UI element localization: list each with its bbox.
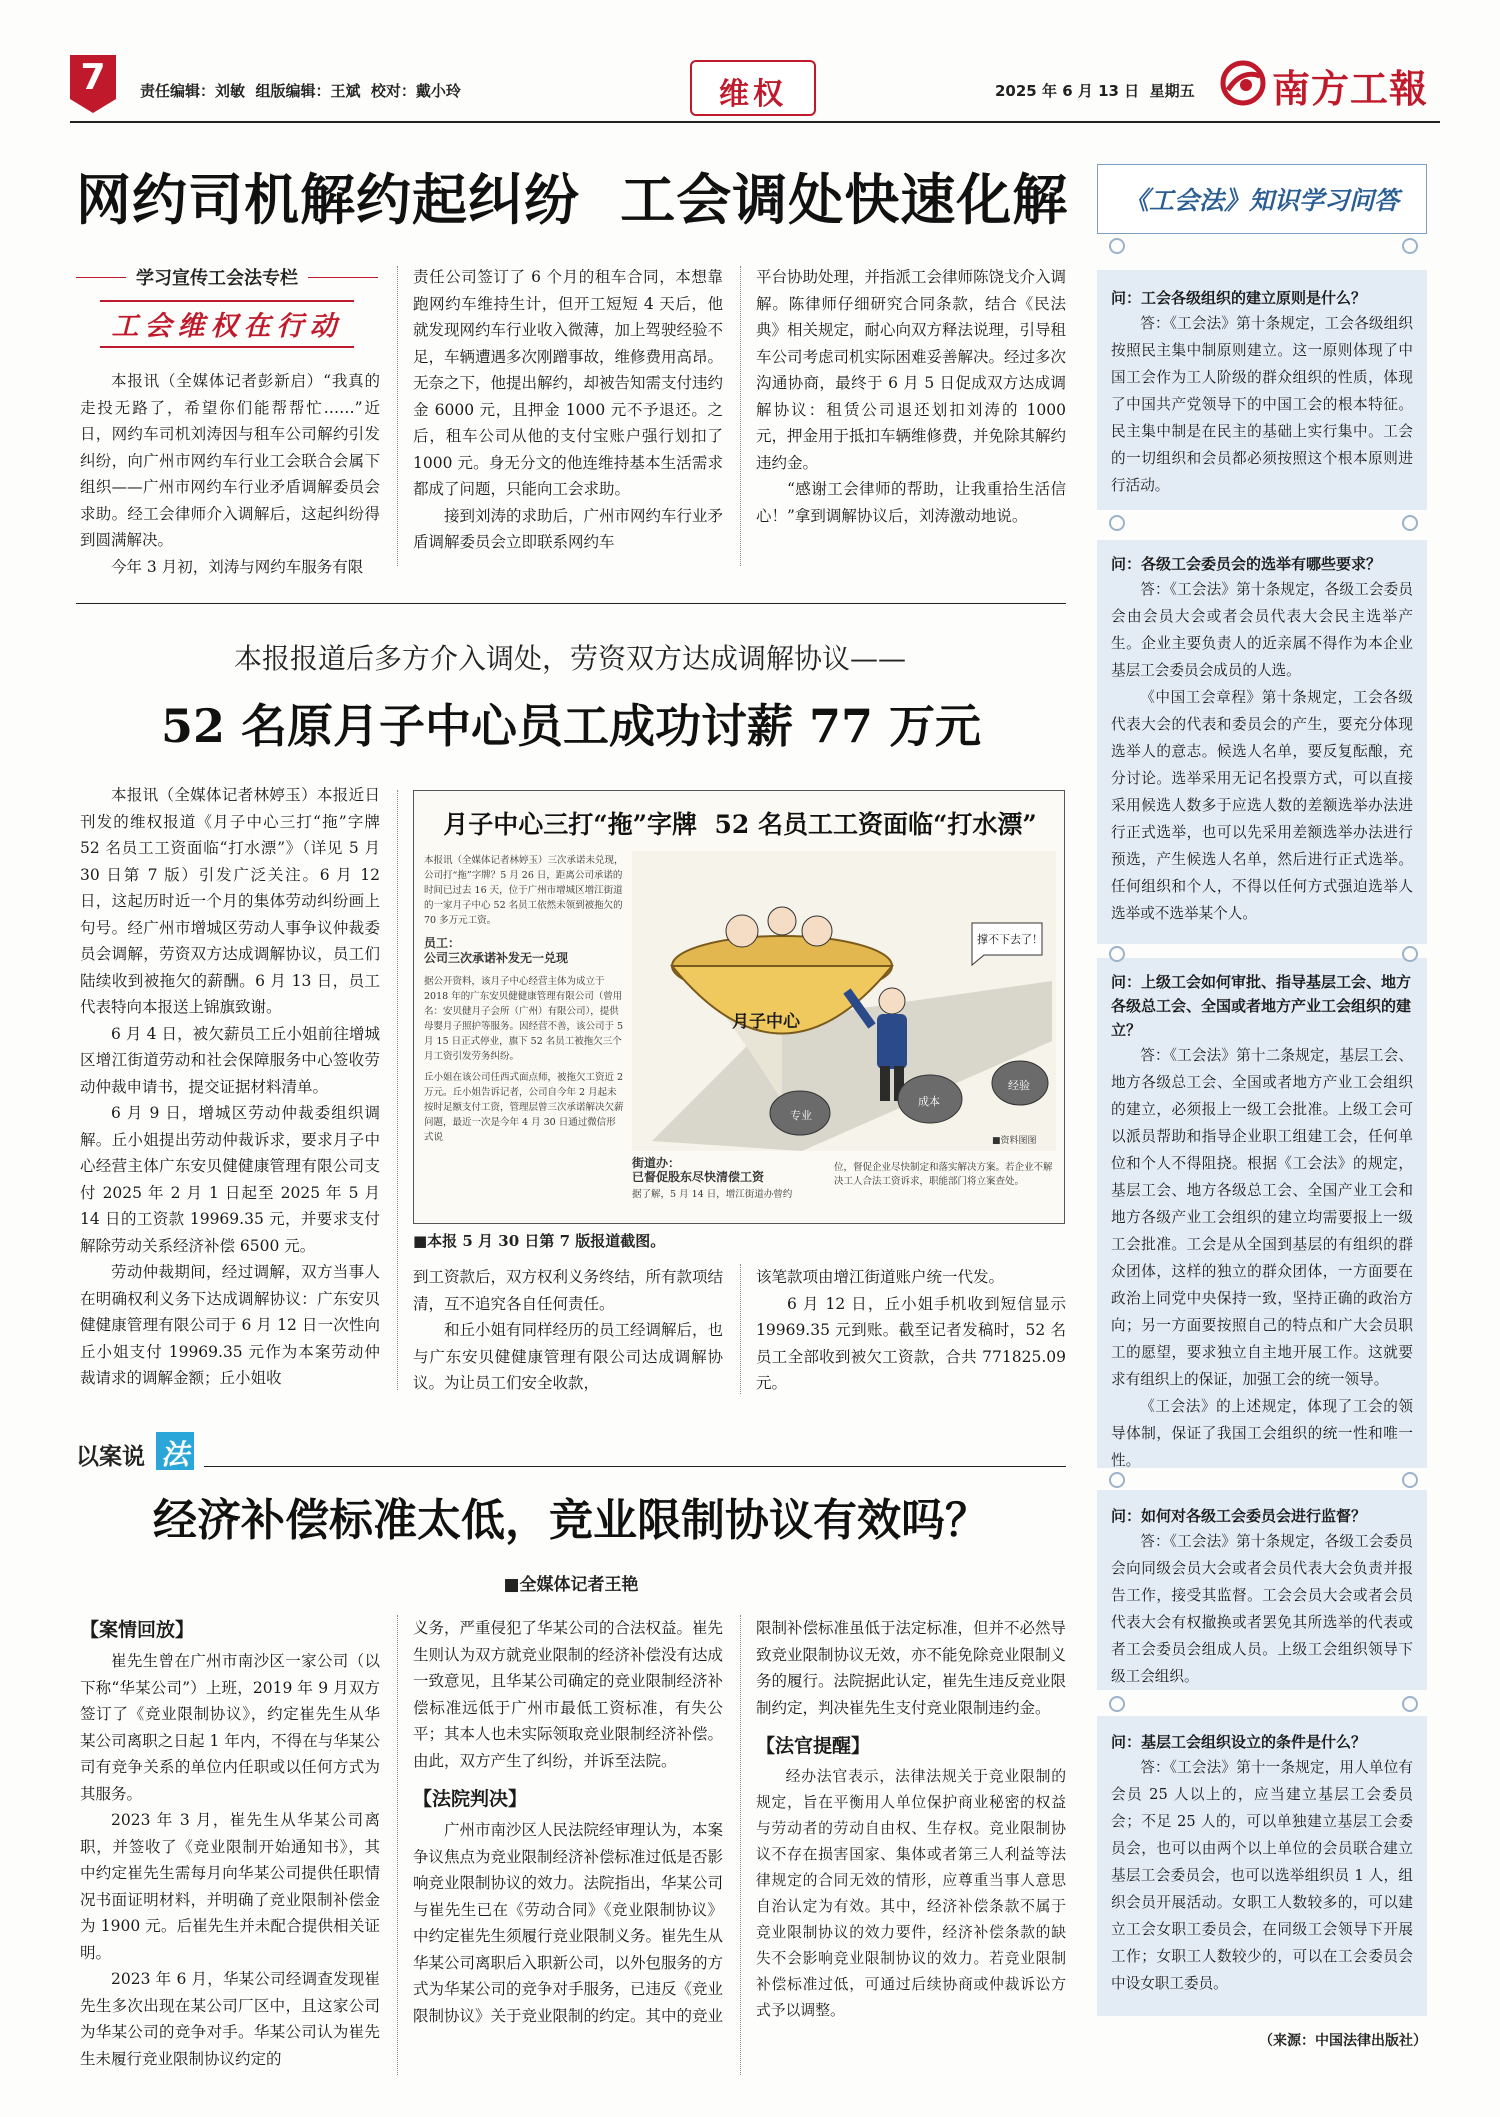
clipping-title: 月子中心三打“拖”字牌 52 名员工工资面临“打水漂” xyxy=(443,810,1037,839)
cartoon-drawing xyxy=(632,851,1056,1151)
article2-kicker: 本报报道后多方介入调处，劳资双方达成调解协议—— xyxy=(233,642,906,675)
paragraph: 本报讯（全媒体记者彭新启）“我真的走投无路了，希望你们能帮帮忙……”近日，网约车司机刘涛因与租车公司解约引发纠纷，向广州市网约车行业工会联合会属下组织——广州市网约车行业矛盾调解委员会求助。经工会律师介入调解后，这起纠纷得到圆满解决。 xyxy=(80,372,380,549)
column-divider xyxy=(740,266,741,566)
column-divider xyxy=(397,790,398,1390)
paragraph: 本报讯（全媒体记者林婷玉）本报近日刊发的维权报道《月子中心三打“拖”字牌 52 名员工工资面临“打水漂”》（详见 5 月 30 日第 7 版）引发广泛关注。6 月 12 日，这起历时近一个月的集体劳动纠纷画上句号。经广州市增城区劳动人事争议仲裁委员会调解，劳资双方达成调解协议，员工们陆续收到被拖欠的薪酬。6 月 13 日，员工代表特向本报送上锦旗致谢。 xyxy=(80,786,380,1016)
column-divider xyxy=(740,1615,741,2075)
issue-date: 2025 年 6 月 13 日 星期五 xyxy=(995,82,1195,100)
qa-answer-paragraph: 答：《工会法》第十条规定，各级工会委员会向同级会员大会或者会员代表大会负责并报告工作，接受其监督。工会会员大会或者会员代表大会有权撤换或者罢免其所选举的代表或者工会委员会组成人员。上级工会组织领导下级工会组织。 xyxy=(1111,1533,1413,1685)
clipping-text-left xyxy=(424,853,624,1145)
qa-question: 问：各级工会委员会的选举有哪些要求？ xyxy=(1111,555,1382,573)
article1-headline: 网约司机解约起纠纷 工会调处快速化解 xyxy=(76,167,1069,232)
qa-card xyxy=(1097,1716,1427,2016)
binder-ring-icon xyxy=(1109,1696,1125,1712)
article3-byline: ■全媒体记者王艳 xyxy=(503,1575,639,1595)
section-heading-ruling: 【法院判决】 xyxy=(413,1788,528,1810)
binder-ring-icon xyxy=(1402,946,1418,962)
page-number: 7 xyxy=(80,57,106,98)
paragraph: 到工资款后，双方权利义务终结，所有款项结清，互不追究各自任何责任。 xyxy=(413,1268,724,1313)
article3-column-1 xyxy=(80,1615,380,2072)
article3-column-2 xyxy=(413,1615,723,2029)
qa-answer-paragraph: 答：《工会法》第十条规定，各级工会委员会由会员大会或者会员代表大会民主选举产生。企业主要负责人的近亲属不得作为本企业基层工会委员会成员的人选。 xyxy=(1111,581,1413,679)
qa-question: 问：基层工会组织设立的条件是什么？ xyxy=(1111,1733,1367,1751)
article1-column-1 xyxy=(80,368,380,580)
binder-ring-icon xyxy=(1402,515,1418,531)
header-rule xyxy=(70,121,1440,123)
section-heading-review: 【案情回放】 xyxy=(80,1619,195,1641)
qa-answer xyxy=(1097,576,1427,927)
column-title: 工会维权在行动 xyxy=(111,311,343,342)
clipping-body: 丘小姐在该公司任西式面点师，被拖欠工资近 2 万元。丘小姐告诉记者，公司自今年 2 月起未按时足额支付工资，管理层曾三次承诺解决欠薪问题，最近一次是今年 4 月 30 日通过微信形式说 xyxy=(424,1072,624,1143)
binder-ring-icon xyxy=(1402,1696,1418,1712)
qa-answer-paragraph: 答：《工会法》第十二条规定，基层工会、地方各级总工会、全国或者地方产业工会组织的建立，必须报上一级工会批准。上级工会可以派员帮助和指导企业职工组建工会，任何单位和个人不得阻挠。根据《工会法》的规定，基层工会、地方各级总工会、全国产业工会和地方各级产业工会组织的建立均需要报上一级工会批准。工会是从全国到基层的有组织的群众团体，这样的独立的群众团体，一方面要在政治上同党中央保持一致，坚持正确的政治方向；另一方面要按照自己的特点和广大会员职工的愿望，要求独立自主地开展工作。这就要求有组织上的保证，加强工会的统一领导。 xyxy=(1111,1047,1413,1388)
editors-line: 责任编辑：刘敏 组版编辑：王斌 校对：戴小玲 xyxy=(140,82,461,100)
qa-question: 问：工会各级组织的建立原则是什么？ xyxy=(1111,289,1367,307)
rock-label: 专业 xyxy=(790,1109,812,1122)
binder-ring-icon xyxy=(1109,1472,1125,1488)
paragraph: 崔先生曾在广州市南沙区一家公司（以下称“华某公司”）上班，2019 年 9 月双方签订了《竞业限制协议》，约定崔先生从华某公司离职之日起 1 年内，不得在与华某公司有竞争关系的单位内任职或以任何方式为其服务。 xyxy=(80,1652,380,1803)
column-divider xyxy=(740,1264,741,1394)
qa-answer xyxy=(1097,1754,1427,1997)
clipping-screenshot xyxy=(413,790,1065,1224)
sidebar-source: （来源：中国法律出版社） xyxy=(1259,2033,1427,2049)
sidebar-title: 《工会法》知识学习问答 xyxy=(1123,186,1399,215)
logo-text: 南方工報 xyxy=(1272,66,1429,111)
clipping-subhead: 公司三次承诺补发无一兑现 xyxy=(424,951,569,965)
qa-answer-paragraph: 答：《工会法》第十条规定，工会各级组织按照民主集中制原则建立。这一原则体现了中国工会作为工人阶级的群众组织的性质，体现了中国共产党领导下的中国工会的根本特征。民主集中制是在民主的基础上实行集中。工会的一切组织和会员都必须按照这个根本原则进行活动。 xyxy=(1111,315,1413,494)
paragraph: 今年 3 月初，刘涛与网约车服务有限 xyxy=(111,557,364,576)
paragraph: 6 月 9 日，增城区劳动仲裁委组织调解。丘小姐提出劳动仲裁诉求，要求月子中心经营主体广东安贝健健康管理有限公司支付 2025 年 2 月 1 日起至 2025 年 5 月 14 日的工资款 19969.35 元，并要求支付解除劳动关系经济补偿 6500 元。 xyxy=(80,1104,380,1255)
paragraph: 劳动仲裁期间，经过调解，双方当事人在明确权利义务下达成调解协议：广东安贝健健康管理有限公司于 6 月 12 日一次性向丘小姐支付 19969.35 元作为本案劳动仲裁请求的调解金额；丘小姐收 xyxy=(80,1263,380,1387)
paragraph: 经办法官表示，法律法规关于竞业限制的规定，旨在平衡用人单位保护商业秘密的权益与劳动者的劳动自由权、生存权。竞业限制协议不存在损害国家、集体或者第三人利益等法律规定的合同无效的情形，应尊重当事人意思自治认定为有效。其中，经济补偿条款不属于竞业限制协议的效力要件，经济补偿条款的缺失不会影响竞业限制协议的效力。若竞业限制补偿标准过低，可通过后续协商或仲裁诉讼方式予以调整。 xyxy=(756,1768,1066,2019)
qa-card xyxy=(1097,1490,1427,1690)
qa-answer-paragraph: 《工会法》的上述规定，体现了工会的领导体制，保证了我国工会组织的统一性和唯一性。 xyxy=(1111,1398,1413,1469)
clipping-text-right xyxy=(834,1161,1056,1189)
binder-ring-icon xyxy=(1109,515,1125,531)
qa-question: 问：如何对各级工会委员会进行监督？ xyxy=(1111,1507,1367,1525)
clipping-body: 位，督促企业尽快制定和落实解决方案。若企业不解决工人合法工资诉求，职能部门将立案查处。 xyxy=(834,1162,1053,1187)
section-tag xyxy=(690,60,816,116)
cartoon-illustration xyxy=(632,851,1056,1151)
qa-card xyxy=(1097,540,1427,944)
qa-question: 问：上级工会如何审批、指导基层工会、地方各级总工会、全国或者地方产业工会组织的建立？ xyxy=(1111,973,1412,1039)
section-heading-tip: 【法官提醒】 xyxy=(756,1735,871,1757)
clipping-subhead: 员工： xyxy=(424,936,461,950)
clipping-body: 据公开资料，该月子中心经营主体为成立于 2018 年的广东安贝健健康管理有限公司（曾用名：安贝健月子会所（广州）有限公司），提供母婴月子照护等服务。因经营不善，该公司于 5 月 15 日正式停业，旗下 52 名员工被拖欠三个月工资引发劳务纠纷。 xyxy=(424,976,624,1062)
paragraph: 责任公司签订了 6 个月的租车合同，本想靠跑网约车维持生计，但开工短短 4 天后，他就发现网约车行业收入微薄，加上驾驶经验不足，车辆遭遇多次刚蹭事故，维修费用高昂。无奈之下，他提出解约，却被告知需支付违约金 6000 元，且押金 1000 元不予退还。之后，租车公司从他的支付宝账户强行划扣了 1000 元。身无分文的他连维持基本生活需求都成了问题，只能向工会求助。 xyxy=(413,268,724,498)
clipping-lead: 本报讯（全媒体记者林婷玉）三次承诺未兑现，公司打“拖”字牌？5 月 26 日，距离公司承诺的时间已过去 16 天，位于广州市增城区增江街道的一家月子中心 52 名员工依然未领到被拖欠的 70 多万元工资。 xyxy=(424,855,624,926)
law-column-char: 法 xyxy=(160,1438,189,1471)
section-tag-text: 维权 xyxy=(719,77,787,112)
binder-ring-icon xyxy=(1402,1472,1418,1488)
binder-ring-icon xyxy=(1402,238,1418,254)
paragraph: 限制补偿标准虽低于法定标准，但并不必然导致竞业限制协议无效，亦不能免除竞业限制义务的履行。法院据此认定，崔先生违反竞业限制约定，判决崔先生支付竞业限制违约金。 xyxy=(756,1619,1067,1717)
article3-headline: 经济补偿标准太低，竞业限制协议有效吗？ xyxy=(153,1495,989,1546)
newspaper-logo xyxy=(1220,58,1440,111)
qa-answer-paragraph: 《中国工会章程》第十条规定，工会各级代表大会的代表和委员会的产生，要充分体现选举人的意志。候选人名单，要反复酝酿，充分讨论。选举采用无记名投票方式，可以直接采用候选人数多于应选人数的差额选举办法进行正式选举，也可以先采用差额选举办法进行预选，产生候选人名单，然后进行正式选举。任何组织和个人，不得以任何方式强迫选举人选举或不选举某个人。 xyxy=(1111,689,1413,922)
paragraph: 2023 年 3 月，崔先生从华某公司离职，并签收了《竞业限制开始通知书》，其中约定崔先生需每月向华某公司提供任职情况书面证明材料，并明确了竞业限制补偿金为 1900 元。后崔先生并未配合提供相关证明。 xyxy=(80,1811,380,1962)
qa-answer xyxy=(1097,1528,1427,1690)
qa-answer-paragraph: 答：《工会法》第十一条规定，用人单位有会员 25 人以上的，应当建立基层工会委员会；不足 25 人的，可以单独建立基层工会委员会，也可以由两个以上单位的会员联合建立基层工会委员会，也可以选举组织员 1 人，组织会员开展活动。女职工人数较多的，可以建立工会女职工委员会，在同级工会领导下开展工作；女职工人数较少的，可以在工会委员会中设女职工委员。 xyxy=(1111,1759,1413,1992)
cartoon-speech: 撑不下去了！ xyxy=(977,933,1043,946)
binder-ring-icon xyxy=(1109,946,1125,962)
clipping-subhead: 已督促股东尽快清偿工资 xyxy=(632,1170,765,1184)
law-column-banner xyxy=(76,1432,1066,1470)
clipping-text-bottom xyxy=(632,1156,822,1202)
column-label-box xyxy=(76,264,378,354)
rock-label: 成本 xyxy=(918,1095,940,1108)
law-column-label: 以案说 xyxy=(76,1443,145,1470)
clipping-subhead: 街道办： xyxy=(632,1156,681,1170)
article2-headline: 52 名原月子中心员工成功讨薪 77 万元 xyxy=(160,699,982,753)
article1-column-3 xyxy=(756,264,1066,529)
sidebar-title-box xyxy=(1097,164,1427,234)
paragraph: 2023 年 6 月，华某公司经调查发现崔先生多次出现在某公司厂区中，且这家公司为华某公司的竞争对手。华某公司认为崔先生未履行竞业限制协议约定的 xyxy=(80,1970,380,2068)
cartoon-bowl-label: 月子中心 xyxy=(732,1012,800,1032)
clipping-caption: ■本报 5 月 30 日第 7 版报道截图。 xyxy=(413,1232,666,1250)
qa-card xyxy=(1097,958,1427,1468)
column-divider xyxy=(397,1615,398,2075)
rock-label: 经验 xyxy=(1008,1079,1030,1092)
law-column-rule xyxy=(204,1466,1066,1467)
qa-answer xyxy=(1097,310,1427,499)
column-divider xyxy=(397,266,398,566)
paragraph: 广州市南沙区人民法院经审理认为，本案争议焦点为竞业限制经济补偿标准过低是否影响竞业限制协议的效力。法院指出，华某公司与崔先生已在《劳动合同》《竞业限制协议》中约定崔先生须履行竞业限制义务。崔先生从华某公司离职后入职新公司，以外包服务的方式为华某公司的竞争对手服务，已违反《竞业限制协议》关于竞业限制的约定。其中的竞业 xyxy=(413,1821,724,2025)
logo-emblem-icon xyxy=(1220,60,1266,106)
paragraph: “感谢工会律师的帮助，让我重拾生活信心！”拿到调解协议后，刘涛激动地说。 xyxy=(756,480,1066,525)
paragraph: 该笔款项由增江街道账户统一代发。 xyxy=(756,1268,1005,1286)
clipping-body: 据了解，5 月 14 日，增江街道办曾约 xyxy=(632,1189,793,1200)
qa-answer xyxy=(1097,1042,1427,1474)
article2-column-1 xyxy=(80,782,380,1392)
page-number-badge xyxy=(70,55,116,113)
cartoon-credit: ■资料图图 xyxy=(992,1136,1037,1146)
article1-bottom-rule xyxy=(76,603,1066,604)
paragraph: 和丘小姐有同样经历的员工经调解后，也与广东安贝健健康管理有限公司达成调解协议。为让员工们安全收款， xyxy=(413,1321,724,1392)
binder-ring-icon xyxy=(1109,238,1125,254)
article1-column-2 xyxy=(413,264,723,556)
paragraph: 接到刘涛的求助后，广州市网约车行业矛盾调解委员会立即联系网约车 xyxy=(413,506,724,551)
paragraph: 6 月 4 日，被欠薪员工丘小姐前往增城区增江街道劳动和社会保障服务中心签收劳动仲裁申请书，提交证据材料清单。 xyxy=(80,1024,380,1096)
qa-card xyxy=(1097,270,1427,510)
paragraph: 平台协助处理，并指派工会律师陈饶戈介入调解。陈律师仔细研究合同条款，结合《民法典》相关规定，耐心向双方释法说理，引导租车公司考虑司机实际困难妥善解决。经过多次沟通协商，最终于 6 月 5 日促成双方达成调解协议：租赁公司退还划扣刘涛的 1000 元，押金用于抵扣车辆维修费，并免除其解约违约金。 xyxy=(756,268,1067,472)
paragraph: 义务，严重侵犯了华某公司的合法权益。崔先生则认为双方就竞业限制的经济补偿没有达成一致意见，且华某公司确定的竞业限制经济补偿标准远低于广州市最低工资标准，有失公平；其本人也未实际领取竞业限制经济补偿。由此，双方产生了纠纷，并诉至法院。 xyxy=(413,1619,724,1770)
article2-column-2 xyxy=(413,1264,723,1397)
column-label: 学习宣传工会法专栏 xyxy=(126,264,308,290)
paragraph: 6 月 12 日，丘小姐手机收到短信显示 19969.35 元到账。截至记者发稿时，52 名员工全部收到被欠工资款，合共 771825.09 元。 xyxy=(756,1294,1066,1392)
article2-column-3 xyxy=(756,1264,1066,1397)
article3-column-3 xyxy=(756,1615,1066,2024)
